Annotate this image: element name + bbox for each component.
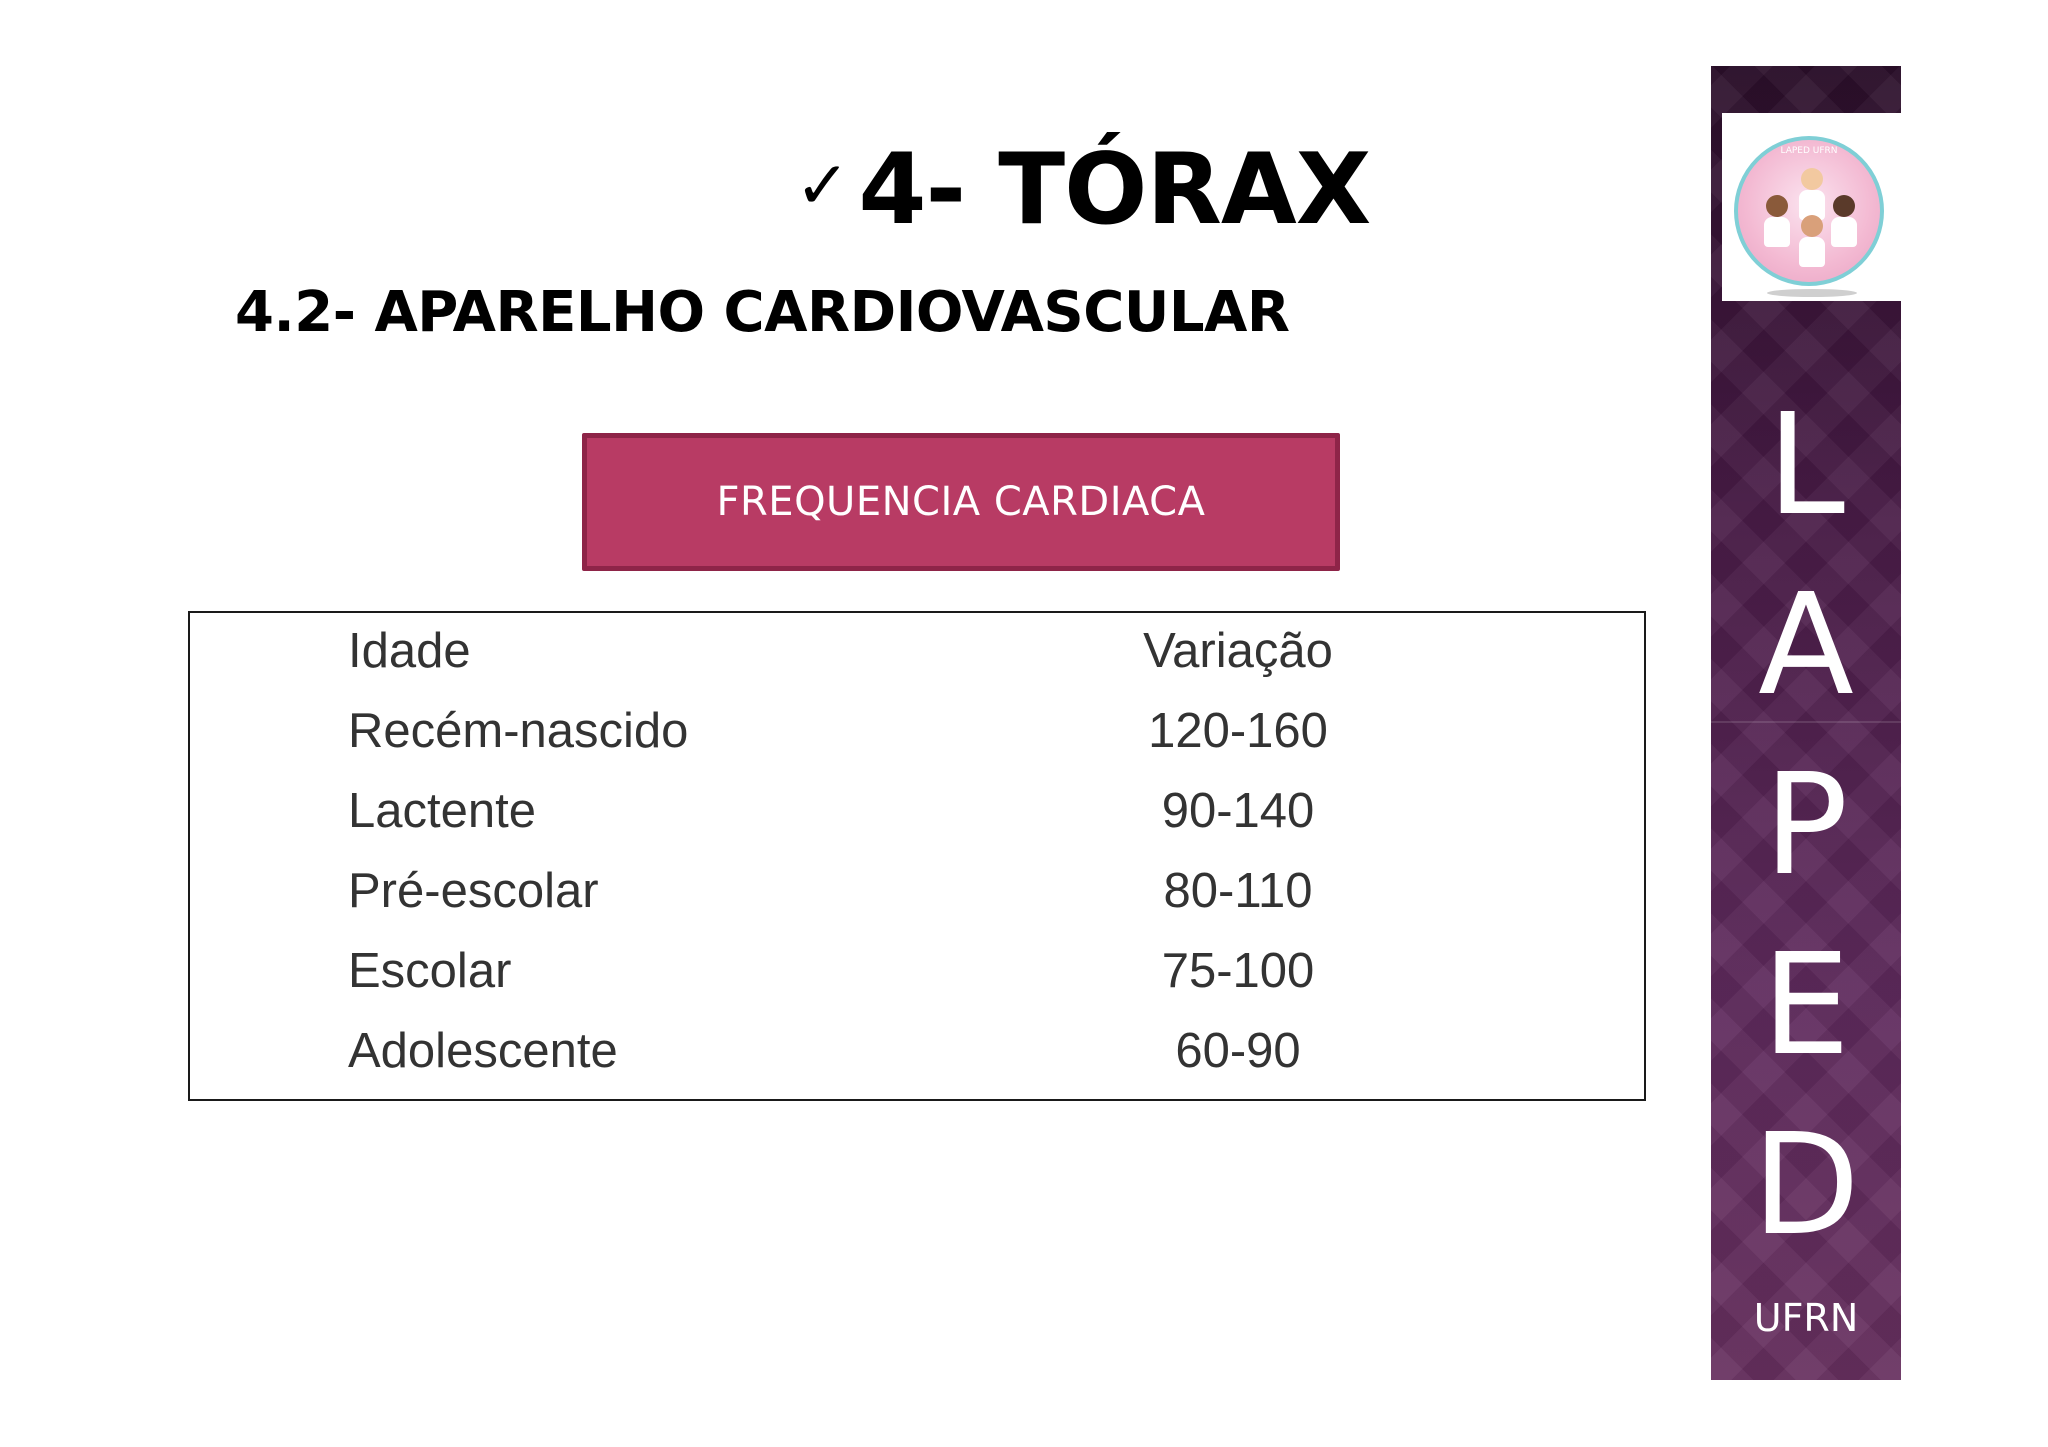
slide-subtitle: 4.2- APARELHO CARDIOVASCULAR (235, 280, 1290, 345)
sidebar-letter-e: E (1761, 924, 1851, 1087)
table-row (190, 773, 1644, 853)
slide-title: 4- TÓRAX (858, 133, 1371, 247)
sidebar-footer-ufrn: UFRN (1753, 1296, 1859, 1340)
age-cell: Pré-escolar (348, 864, 599, 918)
age-cell: Adolescente (348, 1024, 618, 1078)
sidebar-letter-d: D (1752, 1104, 1860, 1267)
sidebar-letter-l: L (1767, 384, 1845, 547)
sidebar-letter-p: P (1763, 744, 1849, 907)
age-cell: Recém-nascido (348, 704, 689, 758)
table-row (190, 693, 1644, 773)
laped-logo-icon (1734, 136, 1884, 286)
table-row (190, 853, 1644, 933)
heart-rate-table (188, 611, 1646, 1101)
range-cell: 90-140 (1161, 784, 1315, 838)
range-cell: 75-100 (1161, 944, 1315, 998)
table-row (190, 933, 1644, 1013)
header-age: Idade (348, 624, 471, 678)
range-cell: 120-160 (1148, 704, 1328, 758)
slide-title-row (795, 130, 1370, 250)
age-cell: Escolar (348, 944, 512, 998)
age-cell: Lactente (348, 784, 536, 838)
logo-shadow (1767, 289, 1857, 297)
table-header-row (190, 613, 1644, 693)
table-row (190, 1013, 1644, 1093)
sidebar-letter-a: A (1758, 564, 1854, 727)
heart-rate-section-button[interactable]: FREQUENCIA CARDIACA (582, 433, 1340, 571)
laped-sidebar (1711, 66, 1901, 1380)
header-range: Variação (1143, 624, 1333, 678)
logo-frame (1722, 113, 1901, 301)
range-cell: 80-110 (1163, 864, 1313, 918)
range-cell: 60-90 (1175, 1024, 1301, 1078)
logo-ring-text: LAPED UFRN (1780, 146, 1838, 156)
checkmark-icon: ✓ (795, 147, 851, 224)
